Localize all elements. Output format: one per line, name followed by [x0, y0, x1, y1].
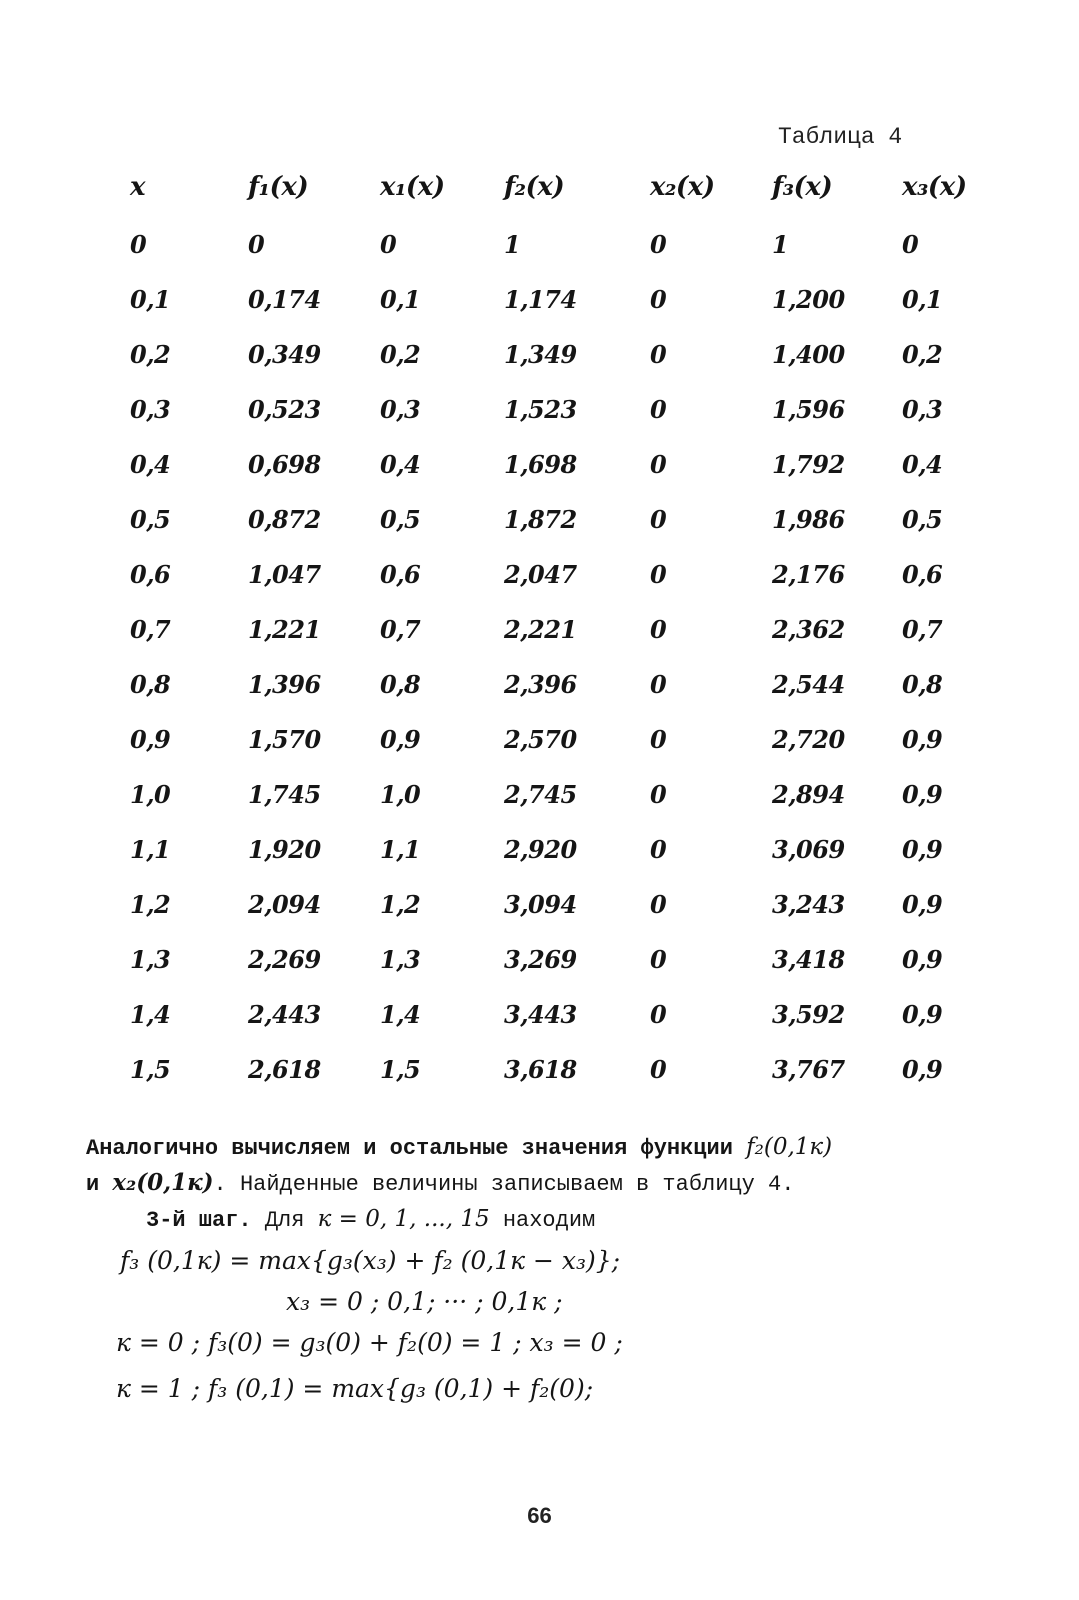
cell-f3: 1 [772, 230, 789, 259]
cell-f2: 3,269 [504, 945, 577, 974]
table-row [118, 615, 1018, 670]
cell-x1: 0,9 [380, 725, 421, 754]
cell-f1: 2,269 [248, 945, 321, 974]
paragraph-text: . Найденные величины записываем в таблицу 4. [213, 1172, 795, 1197]
cell-x: 0 [130, 230, 147, 259]
cell-x2: 0 [650, 780, 667, 809]
cell-x: 1,2 [130, 890, 171, 919]
cell-x: 1,0 [130, 780, 171, 809]
table-row [118, 890, 1018, 945]
cell-x: 0,3 [130, 395, 171, 424]
cell-f2: 2,570 [504, 725, 577, 754]
step-heading [86, 1202, 1026, 1238]
cell-x2: 0 [650, 890, 667, 919]
table-row [118, 725, 1018, 780]
cell-x: 0,4 [130, 450, 171, 479]
cell-x3: 0 [902, 230, 919, 259]
cell-x1: 1,3 [380, 945, 421, 974]
cell-f3: 1,200 [772, 285, 845, 314]
table-row [118, 505, 1018, 560]
header-f2: f₂(x) [504, 172, 565, 202]
cell-x1: 0,2 [380, 340, 421, 369]
function-f2: f₂(0,1к) [746, 1134, 833, 1160]
cell-f3: 1,596 [772, 395, 845, 424]
cell-f1: 1,396 [248, 670, 321, 699]
cell-x: 0,1 [130, 285, 171, 314]
cell-f2: 1,349 [504, 340, 577, 369]
cell-x3: 0,8 [902, 670, 943, 699]
cell-x: 1,5 [130, 1055, 171, 1084]
cell-x2: 0 [650, 835, 667, 864]
cell-x2: 0 [650, 560, 667, 589]
formula-k1: к = 1 ; f₃ (0,1) = max{g₃ (0,1) + f₂(0); [116, 1374, 594, 1403]
table-row [118, 670, 1018, 725]
cell-x3: 0,9 [902, 780, 943, 809]
cell-x3: 0,9 [902, 945, 943, 974]
cell-f3: 1,400 [772, 340, 845, 369]
cell-x3: 0,1 [902, 285, 943, 314]
cell-x: 0,6 [130, 560, 171, 589]
table-row [118, 340, 1018, 395]
cell-x1: 0,1 [380, 285, 421, 314]
cell-f3: 2,544 [772, 670, 845, 699]
cell-f1: 1,570 [248, 725, 321, 754]
paragraph-line-1 [86, 1130, 1026, 1166]
page-number: 66 [527, 1503, 552, 1528]
table-row [118, 560, 1018, 615]
cell-f3: 2,176 [772, 560, 845, 589]
header-f3: f₃(x) [772, 172, 833, 202]
cell-f3: 1,986 [772, 505, 845, 534]
cell-f3: 2,894 [772, 780, 845, 809]
cell-x3: 0,2 [902, 340, 943, 369]
cell-x: 1,1 [130, 835, 171, 864]
step-end: находим [502, 1208, 596, 1233]
cell-f2: 2,920 [504, 835, 577, 864]
table-row [118, 780, 1018, 835]
cell-x3: 0,9 [902, 1000, 943, 1029]
cell-f1: 0,872 [248, 505, 321, 534]
cell-x3: 0,4 [902, 450, 943, 479]
cell-x2: 0 [650, 285, 667, 314]
cell-x1: 1,1 [380, 835, 421, 864]
table-header-row [118, 160, 1018, 230]
cell-f2: 2,396 [504, 670, 577, 699]
cell-x1: 0,8 [380, 670, 421, 699]
cell-x1: 0,6 [380, 560, 421, 589]
cell-x1: 1,0 [380, 780, 421, 809]
cell-x: 0,5 [130, 505, 171, 534]
cell-x1: 1,2 [380, 890, 421, 919]
table-row [118, 1000, 1018, 1055]
table-row [118, 835, 1018, 890]
header-x: x [130, 172, 146, 202]
cell-f3: 2,720 [772, 725, 845, 754]
header-f1: f₁(x) [248, 172, 309, 202]
cell-x: 1,3 [130, 945, 171, 974]
data-table [118, 160, 1018, 1110]
cell-x1: 0 [380, 230, 397, 259]
cell-f1: 1,221 [248, 615, 321, 644]
cell-f3: 3,418 [772, 945, 845, 974]
cell-x: 0,2 [130, 340, 171, 369]
cell-x3: 0,9 [902, 1055, 943, 1084]
function-x2: x₂(0,1к) [112, 1169, 214, 1196]
cell-f2: 1,174 [504, 285, 577, 314]
body-text [86, 1130, 1026, 1412]
cell-f2: 1 [504, 230, 521, 259]
cell-x: 0,8 [130, 670, 171, 699]
header-x1: x₁(x) [380, 172, 445, 202]
cell-x2: 0 [650, 945, 667, 974]
cell-x3: 0,9 [902, 725, 943, 754]
cell-f1: 2,094 [248, 890, 321, 919]
cell-f2: 2,047 [504, 560, 577, 589]
cell-f3: 3,767 [772, 1055, 845, 1084]
cell-x2: 0 [650, 505, 667, 534]
cell-f1: 2,618 [248, 1055, 321, 1084]
table-row [118, 450, 1018, 505]
cell-f2: 1,872 [504, 505, 577, 534]
cell-f1: 1,047 [248, 560, 321, 589]
step-for: Для [264, 1208, 305, 1233]
cell-x3: 0,7 [902, 615, 943, 644]
table-row [118, 1055, 1018, 1110]
cell-x3: 0,5 [902, 505, 943, 534]
cell-f3: 3,243 [772, 890, 845, 919]
cell-f1: 1,920 [248, 835, 321, 864]
table-caption: Таблица 4 [778, 124, 903, 150]
cell-f3: 3,592 [772, 1000, 845, 1029]
step-label: 3-й шаг. [146, 1208, 252, 1233]
cell-x2: 0 [650, 450, 667, 479]
cell-f3: 1,792 [772, 450, 845, 479]
cell-x2: 0 [650, 395, 667, 424]
cell-x1: 1,4 [380, 1000, 421, 1029]
cell-x3: 0,9 [902, 890, 943, 919]
cell-x1: 1,5 [380, 1055, 421, 1084]
cell-f1: 0,349 [248, 340, 321, 369]
table-row [118, 395, 1018, 450]
cell-x: 0,7 [130, 615, 171, 644]
cell-x2: 0 [650, 670, 667, 699]
paragraph-text: Аналогично вычисляем и остальные значения функции [86, 1136, 733, 1161]
cell-x2: 0 [650, 1000, 667, 1029]
cell-f2: 1,523 [504, 395, 577, 424]
cell-x1: 0,3 [380, 395, 421, 424]
cell-f1: 0,174 [248, 285, 321, 314]
cell-f1: 2,443 [248, 1000, 321, 1029]
cell-f1: 0,698 [248, 450, 321, 479]
cell-x3: 0,6 [902, 560, 943, 589]
cell-x2: 0 [650, 340, 667, 369]
cell-x2: 0 [650, 1055, 667, 1084]
formula-k0: к = 0 ; f₃(0) = g₃(0) + f₂(0) = 1 ; x₃ = 0 ; [116, 1328, 623, 1357]
cell-f2: 3,443 [504, 1000, 577, 1029]
cell-x1: 0,5 [380, 505, 421, 534]
cell-f2: 1,698 [504, 450, 577, 479]
cell-f2: 3,618 [504, 1055, 577, 1084]
paragraph-conjunction: и [86, 1172, 100, 1197]
cell-f2: 3,094 [504, 890, 577, 919]
header-x3: x₃(x) [902, 172, 967, 202]
paragraph-line-2 [86, 1166, 1026, 1202]
cell-f2: 2,745 [504, 780, 577, 809]
cell-x2: 0 [650, 725, 667, 754]
cell-f3: 2,362 [772, 615, 845, 644]
cell-x: 0,9 [130, 725, 171, 754]
cell-f1: 1,745 [248, 780, 321, 809]
cell-f1: 0 [248, 230, 265, 259]
table-row [118, 230, 1018, 285]
formula-bellman: f₃ (0,1к) = max{g₃(x₃) + f₂ (0,1к − x₃)}; [120, 1246, 621, 1275]
table-row [118, 285, 1018, 340]
formula-x3-range: x₃ = 0 ; 0,1; ··· ; 0,1к ; [286, 1287, 563, 1316]
cell-f3: 3,069 [772, 835, 845, 864]
cell-f1: 0,523 [248, 395, 321, 424]
step-range: к = 0, 1, ..., 15 [317, 1206, 490, 1232]
header-x2: x₂(x) [650, 172, 715, 202]
cell-f2: 2,221 [504, 615, 577, 644]
cell-x: 1,4 [130, 1000, 171, 1029]
cell-x3: 0,3 [902, 395, 943, 424]
cell-x3: 0,9 [902, 835, 943, 864]
table-row [118, 945, 1018, 1000]
cell-x2: 0 [650, 230, 667, 259]
cell-x1: 0,7 [380, 615, 421, 644]
cell-x2: 0 [650, 615, 667, 644]
cell-x1: 0,4 [380, 450, 421, 479]
